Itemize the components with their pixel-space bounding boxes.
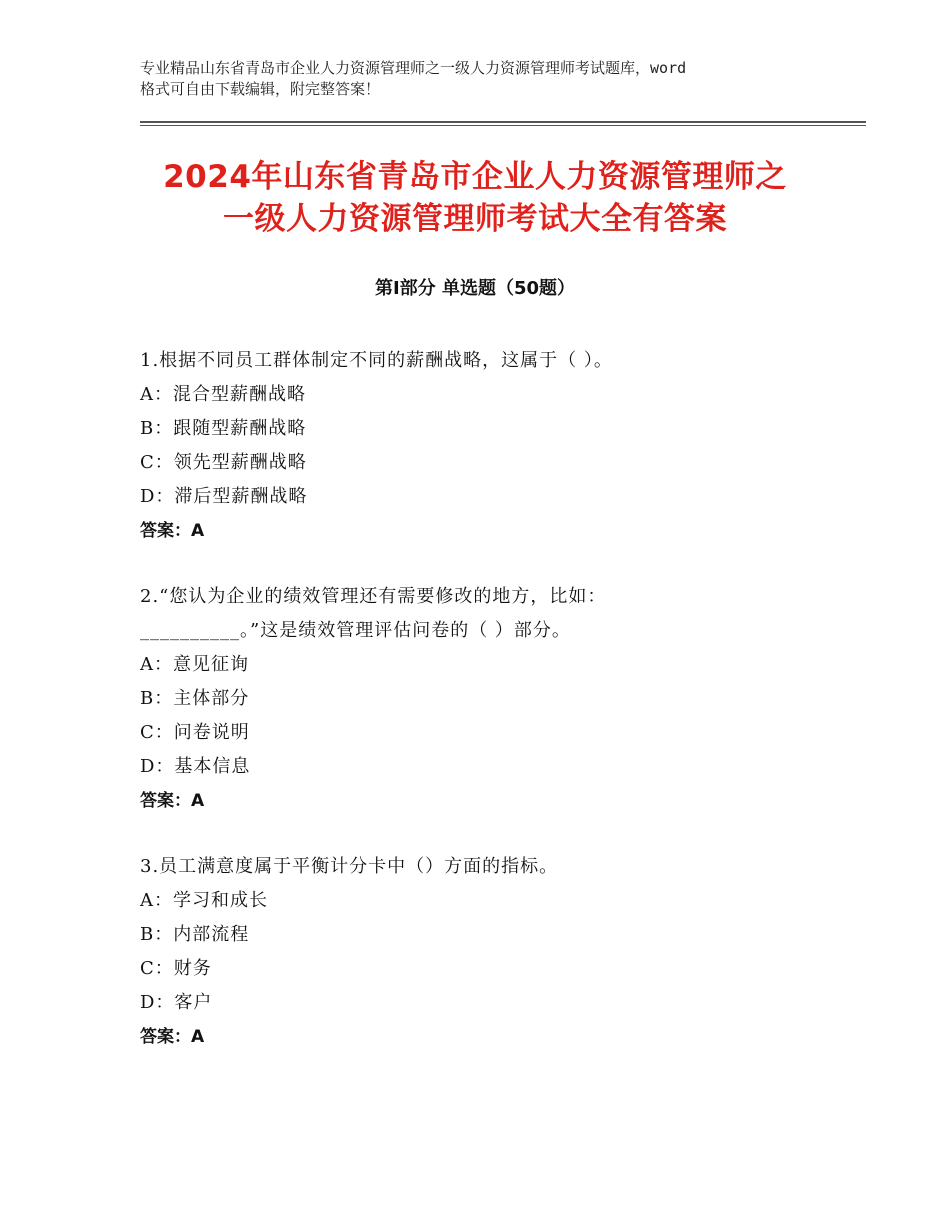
document-title [100, 156, 850, 240]
option-a: A：混合型薪酬战略 [140, 384, 306, 405]
header-divider [140, 121, 866, 123]
option-c: C：领先型薪酬战略 [140, 452, 307, 473]
option-d: D：基本信息 [140, 756, 251, 777]
question-stem: 3.员工满意度属于平衡计分卡中（）方面的指标。 [140, 856, 559, 877]
answer-label: 答案：A [140, 1027, 205, 1047]
question-stem: 1.根据不同员工群体制定不同的薪酬战略，这属于（ ）。 [140, 350, 613, 371]
question-stem: 2.“您认为企业的绩效管理还有需要修改的地方，比如： [140, 586, 607, 607]
header-note-line-2: 格式可自由下载编辑，附完整答案！ [140, 80, 381, 98]
header-note-line-1: 专业精品山东省青岛市企业人力资源管理师之一级人力资源管理师考试题库，word [140, 59, 687, 77]
question-1 [140, 344, 860, 548]
option-c: C：问卷说明 [140, 722, 250, 743]
option-c: C：财务 [140, 958, 212, 979]
option-b: B：跟随型薪酬战略 [140, 418, 307, 439]
option-a: A：意见征询 [140, 654, 249, 675]
question-list [140, 344, 860, 1086]
question-stem-continued: __________。”这是绩效管理评估问卷的（ ）部分。 [140, 620, 571, 641]
answer-label: 答案：A [140, 791, 205, 811]
answer-label: 答案：A [140, 521, 205, 541]
question-3 [140, 850, 860, 1054]
option-b: B：内部流程 [140, 924, 250, 945]
option-d: D：客户 [140, 992, 213, 1013]
option-a: A：学习和成长 [140, 890, 268, 911]
option-b: B：主体部分 [140, 688, 250, 709]
option-d: D：滞后型薪酬战略 [140, 486, 308, 507]
document-title-line-1: 2024年山东省青岛市企业人力资源管理师之 [163, 159, 787, 195]
header-note [140, 58, 830, 100]
section-heading: 第Ⅰ部分 单选题（50题） [374, 278, 575, 299]
document-title-line-2: 一级人力资源管理师考试大全有答案 [223, 201, 727, 237]
header-divider-thin [140, 125, 866, 126]
question-2 [140, 580, 860, 818]
